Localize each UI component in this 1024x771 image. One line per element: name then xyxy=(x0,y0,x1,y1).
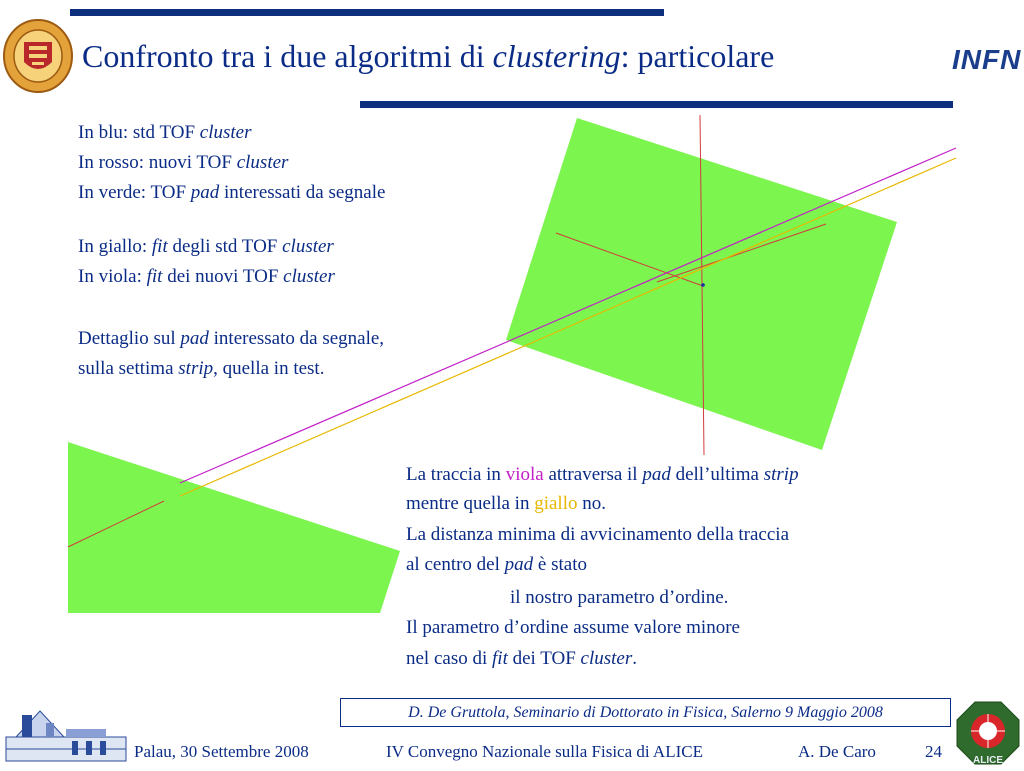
footer-conference: IV Convegno Nazionale sulla Fisica di ALICE xyxy=(386,742,703,761)
explanation-line-1: La traccia in viola attraversa il pad dell’ultima strip xyxy=(406,464,799,485)
detail-line-2: sulla settima strip, quella in test. xyxy=(78,358,325,379)
explanation-line-2: mentre quella in giallo no. xyxy=(406,493,606,514)
legend-line-rosso: In rosso: nuovi TOF cluster xyxy=(78,152,289,173)
slide-title: Confronto tra i due algoritmi di clustering: particolare xyxy=(82,38,775,74)
infn-logo: INFN xyxy=(952,44,1022,75)
title-italic-word: clustering xyxy=(492,38,621,74)
legend-line-giallo: In giallo: fit degli std TOF cluster xyxy=(78,236,334,257)
footer-author: A. De Caro xyxy=(798,742,876,761)
pad-center-dot xyxy=(701,283,705,287)
detail-line-1: Dettaglio sul pad interessato da segnale, xyxy=(78,328,385,349)
explanation-line-3: La distanza minima di avvicinamento della traccia xyxy=(406,524,790,545)
green-pad-lower xyxy=(68,442,400,613)
citation-box: D. De Gruttola, Seminario di Dottorato in Fisica, Salerno 9 Maggio 2008 xyxy=(340,698,951,727)
explanation-line-7: nel caso di fit dei TOF cluster. xyxy=(406,648,637,669)
svg-text:ALICE: ALICE xyxy=(973,755,1003,766)
explanation-line-6: Il parametro d’ordine assume valore minore xyxy=(406,617,740,638)
explanation-line-5: il nostro parametro d’ordine. xyxy=(510,587,729,608)
footer-place-date: Palau, 30 Settembre 2008 xyxy=(134,742,309,761)
alice-logo xyxy=(955,700,1021,766)
legend-line-verde: In verde: TOF pad interessati da segnale xyxy=(78,182,386,203)
legend-line-viola: In viola: fit dei nuovi TOF cluster xyxy=(78,266,335,287)
building-drawing-logo xyxy=(2,703,130,765)
legend-line-blu: In blu: std TOF cluster xyxy=(78,122,252,143)
footer-page-number: 24 xyxy=(925,742,942,761)
explanation-line-4: al centro del pad è stato xyxy=(406,554,587,575)
